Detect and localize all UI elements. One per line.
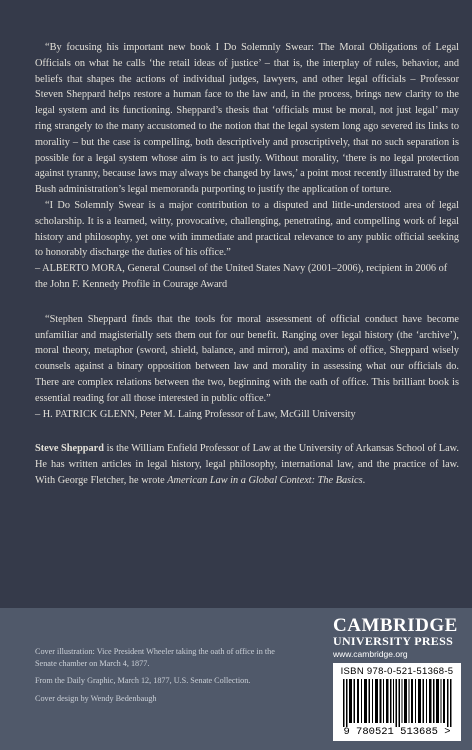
quote-mora-paragraph-1: “By focusing his important new book I Do Solemnly Swear: The Moral Obligations of Legal Officials on what he calls ‘the retail ideas of justice’ – that is, the interplay of rules, behavior, and beliefs that shapes the actions of individual judges, lawyers, and other legal officials – Professor Steven Sheppard helps restore a human face to the law and, in the process, brings new clarity to the legal system and its functioning. Sheppard’s thesis that ‘officials must be moral, not just legal’ may ring strangely to the many accustomed to the notion that the legal system long ago severed its links to morality – but the case is compelling, both descriptively and proscriptively, that no such separation is possible for a legal system whose aim is to act justly. Without morality, ‘there is no legal protection against tyranny, because laws may always be changed by laws,’ a point most recently illustrated by the Bush administration’s legal memoranda purporting to justify the application of torture. [35,42,459,196]
barcode-number: 9 780521 513685 > [343,726,451,738]
barcode-box [333,663,461,741]
author-bio [35,441,459,488]
publisher-logo [333,617,461,660]
back-cover-text [35,40,459,489]
credit-source: From the Daily Graphic, March 12, 1877, U.S. Senate Collection. [35,676,251,685]
barcode-icon [343,679,455,727]
publisher-subtitle: UNIVERSITY PRESS [333,634,454,648]
publisher-name: CAMBRIDGE [333,615,458,636]
credit-design: Cover design by Wendy Bedenbaugh [35,693,157,703]
quote-glenn-attribution: – H. PATRICK GLENN, Peter M. Laing Professor of Law, McGill University [35,408,356,420]
quote-glenn-paragraph: “Stephen Sheppard finds that the tools for moral assessment of official conduct have become unfamiliar and magisterially sets them out for our benefit. Ranging over legal history (the ‘archive’), moral theory, metaphor (sword, shield, balance, and mirror), and maxims of office, Sheppard wisely counsels against a binary opposition between law and morality in assessing what our officials do. There are complex relations between the two, beginning with the oath of office. This brilliant book is essential reading for all those interested in public office.” [35,313,459,404]
credit-illustration: Cover illustration: Vice President Wheeler taking the oath of office in the Senate chamber on March 4, 1877. [35,647,275,668]
publisher-url: www.cambridge.org [333,649,408,659]
quote-mora-paragraph-2: “I Do Solemnly Swear is a major contribution to a disputed and little-understood area of legal scholarship. It is a learned, witty, provocative, challenging, penetrating, and compelling work of legal history and philosophy, yet one with immediate and practical relevance to any public official seeking to honorably discharge the duties of his office.” [35,199,459,259]
isbn-label: ISBN 978-0-521-51368-5 [340,666,454,677]
author-bio-end: . [362,474,366,486]
author-book-title: American Law in a Global Context: The Basics [167,474,363,486]
author-bio-text: is the William Enfield Professor of Law at the University of Arkansas School of Law. He has written articles in legal history, legal philosophy, international law, and the practice of law. With George Fletcher, he wrote [35,443,459,486]
quote-mora-attribution: – ALBERTO MORA, General Counsel of the United States Navy (2001–2006), recipient in 2006 of the John F. Kennedy Profile in Courage Award [35,263,448,290]
author-name: Steve Sheppard [35,443,104,455]
cover-credits [35,646,295,710]
